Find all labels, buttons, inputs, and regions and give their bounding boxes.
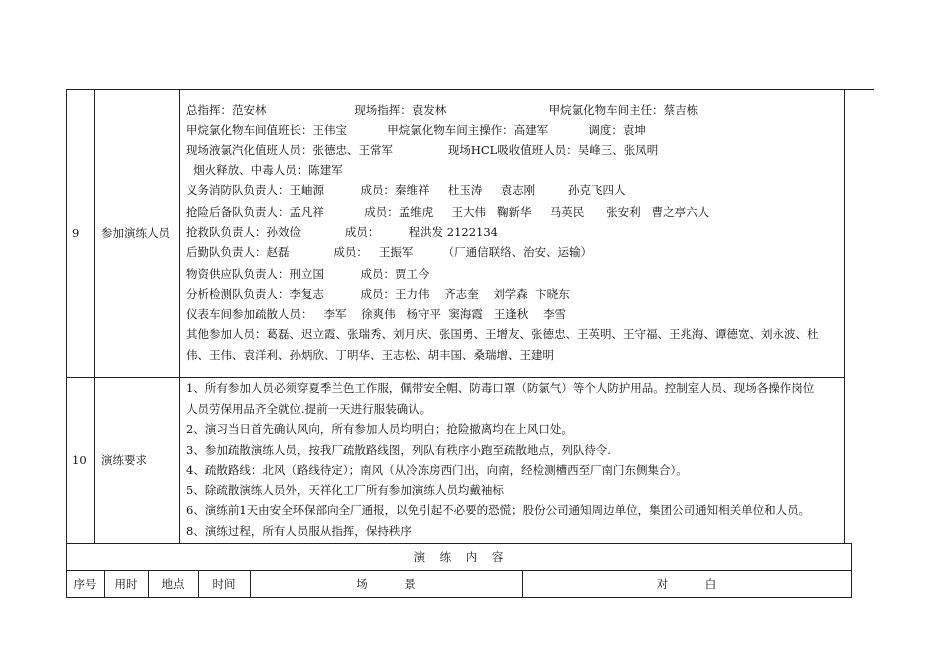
- row10-line-8: 8、演练过程，所有人员服从指挥，保持秩序: [186, 524, 412, 538]
- content-table-title: 演 练 内 容: [413, 550, 504, 564]
- row10-line-4: 3、参加疏散演练人员，按我厂疏散路线图，列队有秩序小跑至疏散地点，列队待令.: [186, 443, 611, 457]
- row10-line-5: 4、疏散路线：北风（路线待定）；南风（从冷冻房西门出，向南，经检测槽西至厂南门东侧集合）。: [186, 463, 688, 477]
- row9-line-13: 伟、王伟、袁洋利、孙炳欣、丁明华、王志松、胡丰国、桑瑞增、王建明: [186, 348, 554, 362]
- row10-line-2: 人员劳保用品齐全就位.提前一天进行服装确认。: [186, 402, 432, 416]
- row10-line-6: 5、除疏散演练人员外，天祥化工厂所有参加演练人员均戴袖标: [186, 483, 504, 497]
- row9-line-7: 抢救队负责人：孙效俭 成员： 程洪发 2122134: [186, 225, 498, 239]
- row9-line-2: 甲烷氯化物车间值班长：王伟宝 甲烷氯化物车间主操作：高建军 调度：袁坤: [186, 123, 646, 137]
- row9-line-3: 现场液氯汽化值班人员：张德忠、王常军 现场HCL吸收值班人员：吴峰三、张凤明: [186, 143, 659, 157]
- row9-line-8: 后勤队负责人：赵磊 成员： 王振军 （厂通信联络、治安、运输）: [186, 245, 593, 259]
- header-location: 地点: [161, 577, 185, 591]
- row9-line-9: 物资供应队负责人：刑立国 成员：贾工今: [186, 267, 430, 281]
- row10-number: 10: [72, 453, 87, 467]
- row9-line-10: 分析检测队负责人：李复志 成员：王力伟 齐志奎 刘学森 卞晓东: [186, 287, 570, 301]
- row9-line-6: 抢险后备队负责人：孟凡祥 成员：孟维虎 王大伟 鞠新华 马英民 张安利 曹之亭六人: [186, 205, 710, 219]
- row9-line-1: 总指挥：范安林 现场指挥：袁发林 甲烷氯化物车间主任：蔡吉栋: [186, 103, 699, 117]
- row10-line-7: 6、演练前1天由安全环保部向全厂通报，以免引起不必要的恐慌；股份公司通知周边单位，集团公司通知相关单位和人员。: [186, 503, 811, 517]
- row9-line-11: 仪表车间参加疏散人员： 李军 徐爽伟 杨守平 窦海霞 王逢秋 李雪: [186, 307, 566, 321]
- row9-line-4: 烟火释放、中毒人员：陈建军: [186, 163, 343, 177]
- row10-line-3: 2、演习当日首先确认风向，所有参加人员均明白；抢险撤离均在上风口处。: [186, 422, 573, 436]
- header-dialogue: 对 白: [656, 577, 717, 591]
- row9-label: 参加演练人员: [101, 226, 170, 240]
- row9-number: 9: [72, 226, 80, 240]
- row9-line-5: 义务消防队负责人：王岫源 成员：秦维祥 杜玉涛 袁志刚 孙克飞四人: [186, 183, 626, 197]
- header-scene: 场 景: [356, 577, 416, 591]
- header-duration: 用时: [114, 577, 138, 591]
- row10-line-1: 1、所有参加人员必须穿夏季兰色工作服，佩带安全帽、防毒口罩（防氯气）等个人防护用品。控制室人员、现场各操作岗位: [186, 381, 815, 395]
- row10-label: 演练要求: [101, 453, 147, 467]
- header-time: 时间: [212, 577, 236, 591]
- row9-line-12: 其他参加人员：葛磊、迟立霞、张瑞秀、刘月庆、张国勇、王增友、张德忠、王英明、王守福、王兆海、谭德宽、刘永波、杜: [186, 327, 819, 341]
- header-serial: 序号: [73, 577, 97, 591]
